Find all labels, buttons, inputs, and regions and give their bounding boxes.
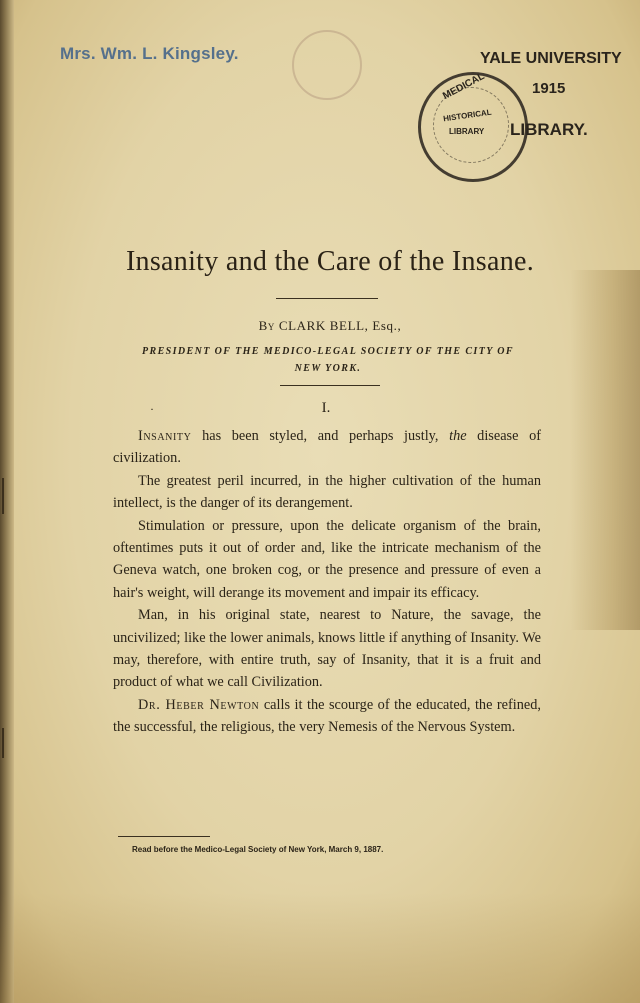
footnote-rule xyxy=(118,836,210,837)
stamp-library: LIBRARY. xyxy=(510,120,588,139)
paragraph: Stimulation or pressure, upon the delicate organism of the brain, oftentimes puts it out of order and, like the intricate mechanism of the Geneva watch, one broken cog, or the presence and pressure of even a hair's weight, will derange its movement and impair its efficacy. xyxy=(113,517,541,601)
margin-ink-mark xyxy=(2,728,20,758)
author-byline xyxy=(0,318,640,334)
paragraph-text: has been styled, and perhaps justly, xyxy=(191,428,450,444)
affiliation-line: NEW YORK. xyxy=(294,363,362,374)
title-rule xyxy=(276,298,378,299)
paragraph-lead: Insanity xyxy=(138,428,192,444)
paragraph: Man, in his original state, nearest to Nature, the savage, the uncivilized; like the lower animals, knows little if anything of Insanity. We may, therefore, with entire truth, say of Insanity, that it is a fruit and product of what we call Civilization. xyxy=(113,607,541,691)
article-title: Insanity and the Care of the Insane. xyxy=(125,246,535,277)
stamp-institution: YALE UNIVERSITY xyxy=(480,50,622,67)
author-affiliation xyxy=(118,343,538,377)
paragraph-lead: Dr. Heber Newton xyxy=(138,696,260,713)
postmark-text-historical: HISTORICAL xyxy=(442,107,493,124)
ownership-inscription: Mrs. Wm. L. Kingsley. xyxy=(60,44,239,63)
paper-stain-bottom xyxy=(0,893,640,1003)
section-numeral: I. xyxy=(321,400,331,416)
postmark-text-medical: MEDICAL xyxy=(441,70,487,103)
paragraph-text: disease of civilization. xyxy=(113,428,541,467)
article-body xyxy=(113,425,541,739)
paragraph-emphasis: the xyxy=(449,428,467,444)
paragraph-text: calls it the scourge of the educated, the refined, the successful, the religious, the very Nemesis of the Nervous System. xyxy=(113,696,541,736)
speck-mark: · xyxy=(150,402,154,416)
author-prefix: By xyxy=(258,318,275,333)
faint-circular-stamp xyxy=(292,30,362,100)
section-rule xyxy=(280,385,380,386)
postmark-text-library: LIBRARY xyxy=(449,127,485,136)
stamp-date: 1915 xyxy=(532,80,566,97)
author-name: CLARK BELL, Esq., xyxy=(278,318,402,333)
margin-ink-mark xyxy=(2,478,20,514)
affiliation-line: PRESIDENT OF THE MEDICO-LEGAL SOCIETY OF THE CITY OF xyxy=(142,346,514,357)
paragraph xyxy=(113,425,541,470)
paragraph xyxy=(113,694,541,739)
footnote: Read before the Medico-Legal Society of New York, March 9, 1887. xyxy=(132,845,384,854)
paragraph: The greatest peril incurred, in the higher cultivation of the human intellect, is the danger of its derangement. xyxy=(113,472,541,512)
